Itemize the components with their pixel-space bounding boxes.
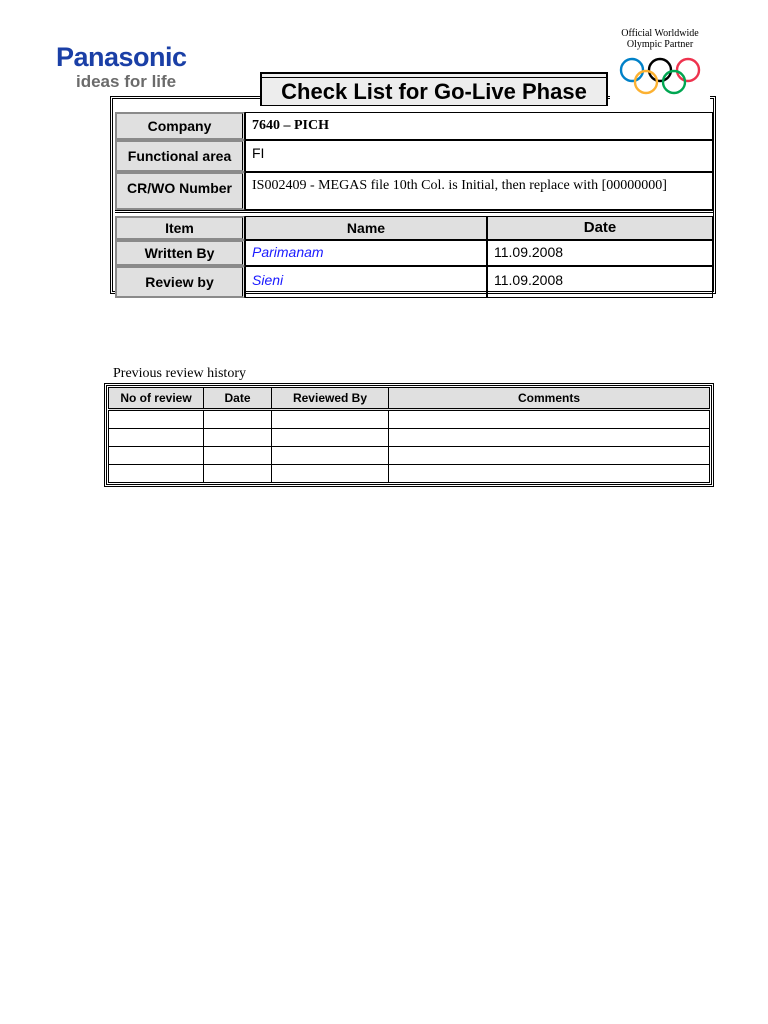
document-title: Check List for Go-Live Phase: [281, 79, 587, 104]
history-row: [109, 465, 710, 483]
review-by-label: Review by: [115, 266, 245, 298]
written-by-name: Parimanam: [245, 240, 487, 266]
history-cell: [272, 447, 389, 465]
history-cell: [109, 410, 204, 429]
history-caption: Previous review history: [113, 366, 246, 381]
review-by-name: Sieni: [245, 266, 487, 298]
ring-green: [663, 71, 685, 93]
history-cell: [389, 447, 710, 465]
history-cell: [389, 465, 710, 483]
olympic-rings-icon: [618, 56, 702, 98]
history-row: [109, 410, 710, 429]
functional-area-label: Functional area: [115, 140, 245, 172]
crwo-row: [115, 172, 713, 210]
brand-tagline: ideas for life: [76, 72, 177, 91]
checklist-info-table: [115, 112, 713, 298]
history-cell: [204, 429, 272, 447]
history-cell: [272, 465, 389, 483]
history-row: [109, 447, 710, 465]
functional-area-row: [115, 140, 713, 172]
crwo-value: IS002409 - MEGAS file 10th Col. is Initial, then replace with [00000000]: [245, 172, 713, 210]
history-cell: [204, 447, 272, 465]
panasonic-logo: [56, 42, 236, 92]
history-cell: [272, 410, 389, 429]
checklist-table-wrapper: [115, 112, 713, 298]
title-bar: [260, 72, 608, 106]
ring-yellow: [635, 71, 657, 93]
signoff-header-row: [115, 216, 713, 240]
functional-area-value: FI: [245, 140, 713, 172]
ring-blue: [621, 59, 643, 81]
written-by-date: 11.09.2008: [487, 240, 713, 266]
crwo-label: CR/WO Number: [115, 172, 245, 210]
company-row: [115, 112, 713, 140]
company-value: 7640 – PICH: [245, 112, 713, 140]
history-cell: [109, 447, 204, 465]
history-cell: [389, 429, 710, 447]
item-header: Item: [115, 216, 245, 240]
history-cell: [109, 465, 204, 483]
signoff-row: [115, 266, 713, 298]
history-cell: [389, 410, 710, 429]
partner-line-1: Official Worldwide: [621, 28, 699, 39]
partner-line-2: Olympic Partner: [626, 39, 694, 50]
history-header-comments: Comments: [389, 388, 710, 410]
history-cell: [204, 465, 272, 483]
history-cell: [272, 429, 389, 447]
history-header-no: No of review: [109, 388, 204, 410]
history-cell: [204, 410, 272, 429]
company-label: Company: [115, 112, 245, 140]
name-header: Name: [245, 216, 487, 240]
history-cell: [109, 429, 204, 447]
history-header-reviewed-by: Reviewed By: [272, 388, 389, 410]
review-history-table: [108, 387, 710, 483]
ring-red: [677, 59, 699, 81]
olympic-partner-badge: [610, 28, 710, 108]
history-body: [109, 410, 710, 483]
signoff-row: [115, 240, 713, 266]
history-row: [109, 429, 710, 447]
ring-black: [649, 59, 671, 81]
brand-name: Panasonic: [56, 42, 187, 72]
date-header: Date: [487, 216, 713, 240]
review-history-frame: [104, 383, 714, 487]
written-by-label: Written By: [115, 240, 245, 266]
history-header-date: Date: [204, 388, 272, 410]
review-by-date: 11.09.2008: [487, 266, 713, 298]
history-header-row: [109, 388, 710, 410]
